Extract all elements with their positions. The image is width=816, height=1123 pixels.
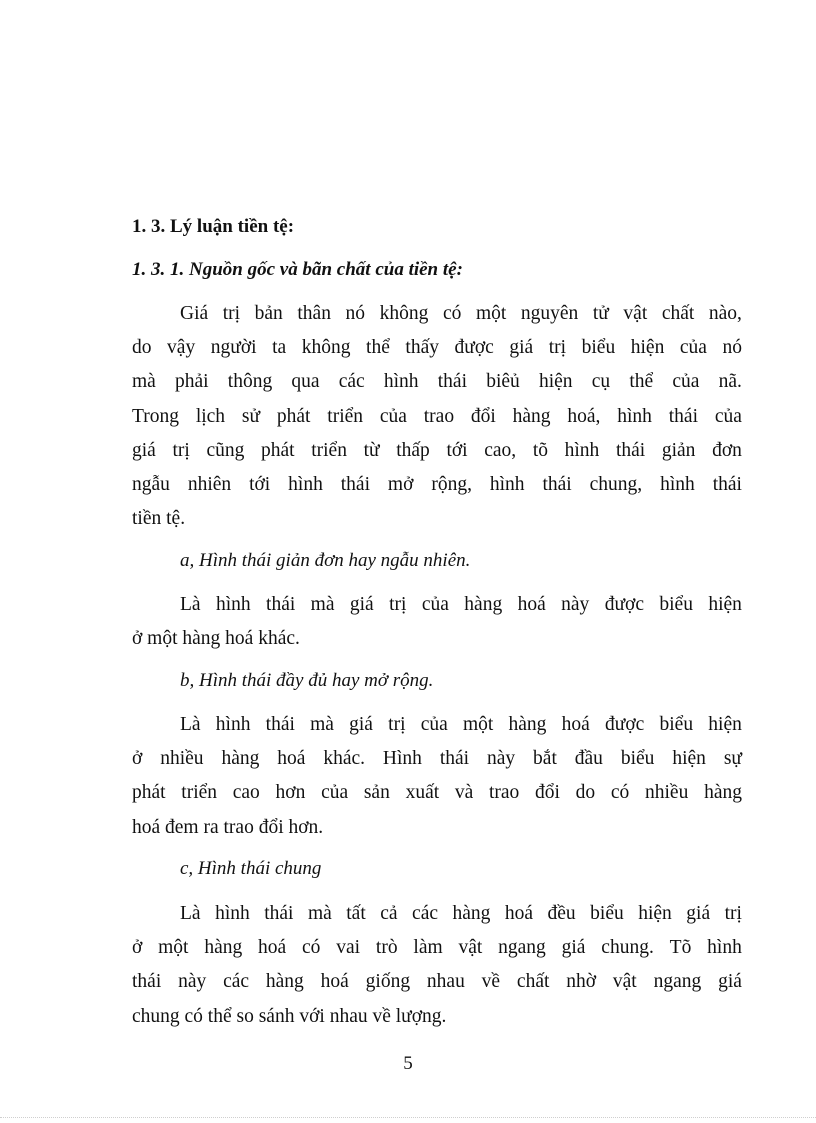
word: hình [707, 937, 742, 959]
word: mà [307, 903, 332, 924]
word: ngang [498, 937, 546, 959]
word: giống [365, 971, 411, 993]
paragraph-line [132, 708, 742, 742]
paragraph-line [132, 468, 742, 502]
word: ta [272, 337, 287, 359]
word: phát [261, 439, 295, 461]
word: biêủ [486, 371, 520, 393]
paragraph-line [132, 331, 742, 365]
word: Giá [180, 303, 209, 324]
word: Tõ [669, 937, 692, 959]
word: làm [413, 937, 443, 959]
word: tõ [532, 439, 548, 461]
word: do [132, 337, 152, 359]
word: triển [327, 405, 364, 427]
paragraph-line [132, 776, 742, 810]
section-heading: 1. 3. Lý luận tiền tệ: [132, 216, 295, 237]
word: do [575, 782, 596, 804]
paragraph-line [132, 742, 742, 776]
word: thái [668, 405, 698, 427]
word: vậy [167, 337, 196, 359]
word: thân [297, 303, 331, 324]
word: này [486, 748, 516, 770]
word: bắt [533, 748, 557, 770]
word: hình [288, 473, 323, 495]
word: mà [310, 594, 335, 615]
word: hàng [452, 903, 491, 924]
paragraph-line [132, 365, 742, 399]
word: vai [336, 937, 361, 959]
word: triển [181, 782, 218, 804]
paragraph-line: chung có thể so sánh với nhau về lượng. [132, 1005, 447, 1027]
word: mà [132, 371, 156, 393]
word: thái [615, 439, 646, 461]
word: triển [311, 439, 347, 461]
word: Là [180, 594, 201, 615]
word: một [158, 937, 189, 959]
word: hàng [704, 782, 742, 804]
word: tới [446, 439, 468, 461]
word: đổi [535, 782, 560, 804]
word: trị [548, 337, 567, 359]
word: trò [375, 937, 398, 959]
word: nó [345, 303, 366, 324]
word: đổi [470, 405, 496, 427]
word: cao [232, 782, 260, 804]
word: lịch [195, 405, 226, 427]
word: trị [724, 903, 742, 924]
word: hiện [708, 594, 742, 615]
word: giá [132, 439, 156, 461]
word: hàng [508, 714, 547, 735]
word: hình [215, 903, 250, 924]
word: hàng [221, 748, 260, 770]
word: thấy [405, 337, 439, 359]
word: của [379, 405, 407, 427]
paragraph-line [132, 434, 742, 468]
word: sản [363, 782, 390, 804]
word: đơn [712, 439, 742, 461]
word: không [301, 337, 351, 359]
word: vật [612, 971, 637, 993]
word: trao [488, 782, 520, 804]
word: hiện [672, 748, 706, 770]
word: hoá [517, 594, 546, 615]
word: này [178, 971, 207, 993]
word: biểu [590, 903, 624, 924]
word: trị [222, 303, 241, 324]
word: các [338, 371, 365, 393]
word: hàng [464, 594, 503, 615]
word: chất [516, 971, 550, 993]
subsection-c-title: c, Hình thái chung [180, 858, 322, 879]
word: thái [712, 473, 742, 495]
word: của [679, 337, 707, 359]
word: nó [722, 337, 742, 359]
word: khác. [323, 748, 366, 770]
word: ngang [653, 971, 702, 993]
word: Trong [132, 405, 179, 427]
word: biểu [659, 714, 694, 735]
paragraph-c [132, 897, 742, 1034]
word: vật [458, 937, 483, 959]
word: này [561, 594, 590, 615]
word: vật [623, 303, 648, 324]
word: Là [180, 903, 201, 924]
word: hơn [275, 782, 306, 804]
word: phát [132, 782, 166, 804]
word: tất [346, 903, 366, 924]
word: ở [132, 937, 143, 959]
word: hình [383, 371, 419, 393]
word: mở [387, 473, 414, 495]
footer-divider [0, 1117, 816, 1118]
word: hoá [320, 971, 349, 993]
word: chung. [601, 937, 654, 959]
paragraph-line [132, 297, 742, 331]
word: nhiên [187, 473, 232, 495]
word: giá [509, 337, 534, 359]
paragraph-a [132, 588, 742, 656]
word: hiện [538, 371, 573, 393]
word: trị [172, 439, 190, 461]
word: hình [215, 714, 251, 735]
word: thái [265, 714, 295, 735]
word: xuất [405, 782, 440, 804]
word: giá [349, 714, 373, 735]
word: phát [276, 405, 311, 427]
paragraph-line [132, 931, 742, 965]
word: nguyên [520, 303, 579, 324]
word: của [672, 371, 700, 393]
paragraph-b [132, 708, 742, 845]
word: không [379, 303, 429, 324]
word: cao, [484, 439, 517, 461]
word: các [223, 971, 250, 993]
word: một [462, 714, 494, 735]
word: hàng [512, 405, 551, 427]
word: thái [340, 473, 370, 495]
word: có [610, 782, 630, 804]
word: nhiều [160, 748, 204, 770]
word: về [481, 971, 501, 993]
word: hoá [277, 748, 306, 770]
word: thái [439, 748, 470, 770]
word: nhau [426, 971, 465, 993]
word: người [210, 337, 257, 359]
section-subheading: 1. 3. 1. Nguồn gốc và bãn chất của tiền tệ: [132, 259, 463, 280]
word: trị [389, 594, 407, 615]
word: hoá, [567, 405, 601, 427]
word: hoá [258, 937, 287, 959]
word: và [454, 782, 474, 804]
word: có [442, 303, 462, 324]
word: được [605, 714, 645, 735]
word: nào, [708, 303, 742, 324]
word: của [714, 405, 742, 427]
page-number: 5 [403, 1053, 413, 1074]
paragraph-line [132, 588, 742, 622]
word: thể [629, 371, 654, 393]
word: từ [363, 439, 380, 461]
word: hiện [638, 903, 672, 924]
word: bản [254, 303, 283, 324]
paragraph-line [132, 400, 742, 434]
word: cụ [591, 371, 611, 393]
word: biểu [620, 748, 655, 770]
word: hình [564, 439, 600, 461]
word: hình [660, 473, 695, 495]
word: thái [266, 594, 296, 615]
word: thái [437, 371, 467, 393]
subsection-b-title: b, Hình thái đầy đủ hay mở rộng. [180, 670, 434, 691]
word: hàng [204, 937, 243, 959]
word: giá [718, 971, 742, 993]
word: của [420, 714, 448, 735]
word: thể [366, 337, 390, 359]
word: được [604, 594, 644, 615]
paragraph-line [132, 897, 742, 931]
word: trị [388, 714, 406, 735]
word: chung, [589, 473, 643, 495]
word: giản [661, 439, 696, 461]
word: qua [291, 371, 320, 393]
word: hình [215, 594, 251, 615]
word: mà [310, 714, 334, 735]
subsection-a-title: a, Hình thái giản đơn hay ngẫu nhiên. [180, 550, 471, 571]
word: nhiều [645, 782, 689, 804]
word: đầu [574, 748, 603, 770]
word: Là [180, 714, 201, 735]
word: thái [132, 971, 162, 993]
word: hoá [504, 903, 534, 924]
paragraph-line: ở một hàng hoá khác. [132, 628, 300, 650]
word: tới [249, 473, 271, 495]
word: thái [264, 903, 294, 924]
word: giá [686, 903, 711, 924]
word: giá [349, 594, 374, 615]
word: thấp [396, 439, 430, 461]
word: hình [617, 405, 652, 427]
word: cũng [206, 439, 245, 461]
word: trao [423, 405, 455, 427]
paragraph-line: hoá đem ra trao đổi hơn. [132, 816, 324, 838]
word: của [421, 594, 449, 615]
word: có [302, 937, 321, 959]
word: đều [547, 903, 576, 924]
word: sử [241, 405, 261, 427]
word: hàng [265, 971, 304, 993]
word: ngẫu [132, 473, 170, 495]
word: biểu [581, 337, 616, 359]
word: các [412, 903, 439, 924]
word: giá [561, 937, 586, 959]
word: Hình [382, 748, 422, 770]
word: biểu [659, 594, 693, 615]
word: của [321, 782, 349, 804]
paragraph-line: tiền tệ. [132, 508, 186, 530]
paragraph-line [132, 965, 742, 999]
word: thông [227, 371, 273, 393]
word: thái [542, 473, 572, 495]
word: tử [592, 303, 609, 324]
word: hoá [561, 714, 590, 735]
word: hình [489, 473, 525, 495]
word: phải [175, 371, 209, 393]
word: hiện [708, 714, 742, 735]
word: cả [380, 903, 398, 924]
word: nã. [718, 371, 742, 393]
word: ở [132, 748, 143, 770]
word: một [475, 303, 507, 324]
word: chất [661, 303, 695, 324]
word: nhờ [566, 971, 597, 993]
paragraph-origin [132, 297, 742, 536]
word: hiện [630, 337, 665, 359]
word: sự [723, 748, 742, 770]
word: được [454, 337, 494, 359]
word: rộng, [431, 473, 472, 495]
